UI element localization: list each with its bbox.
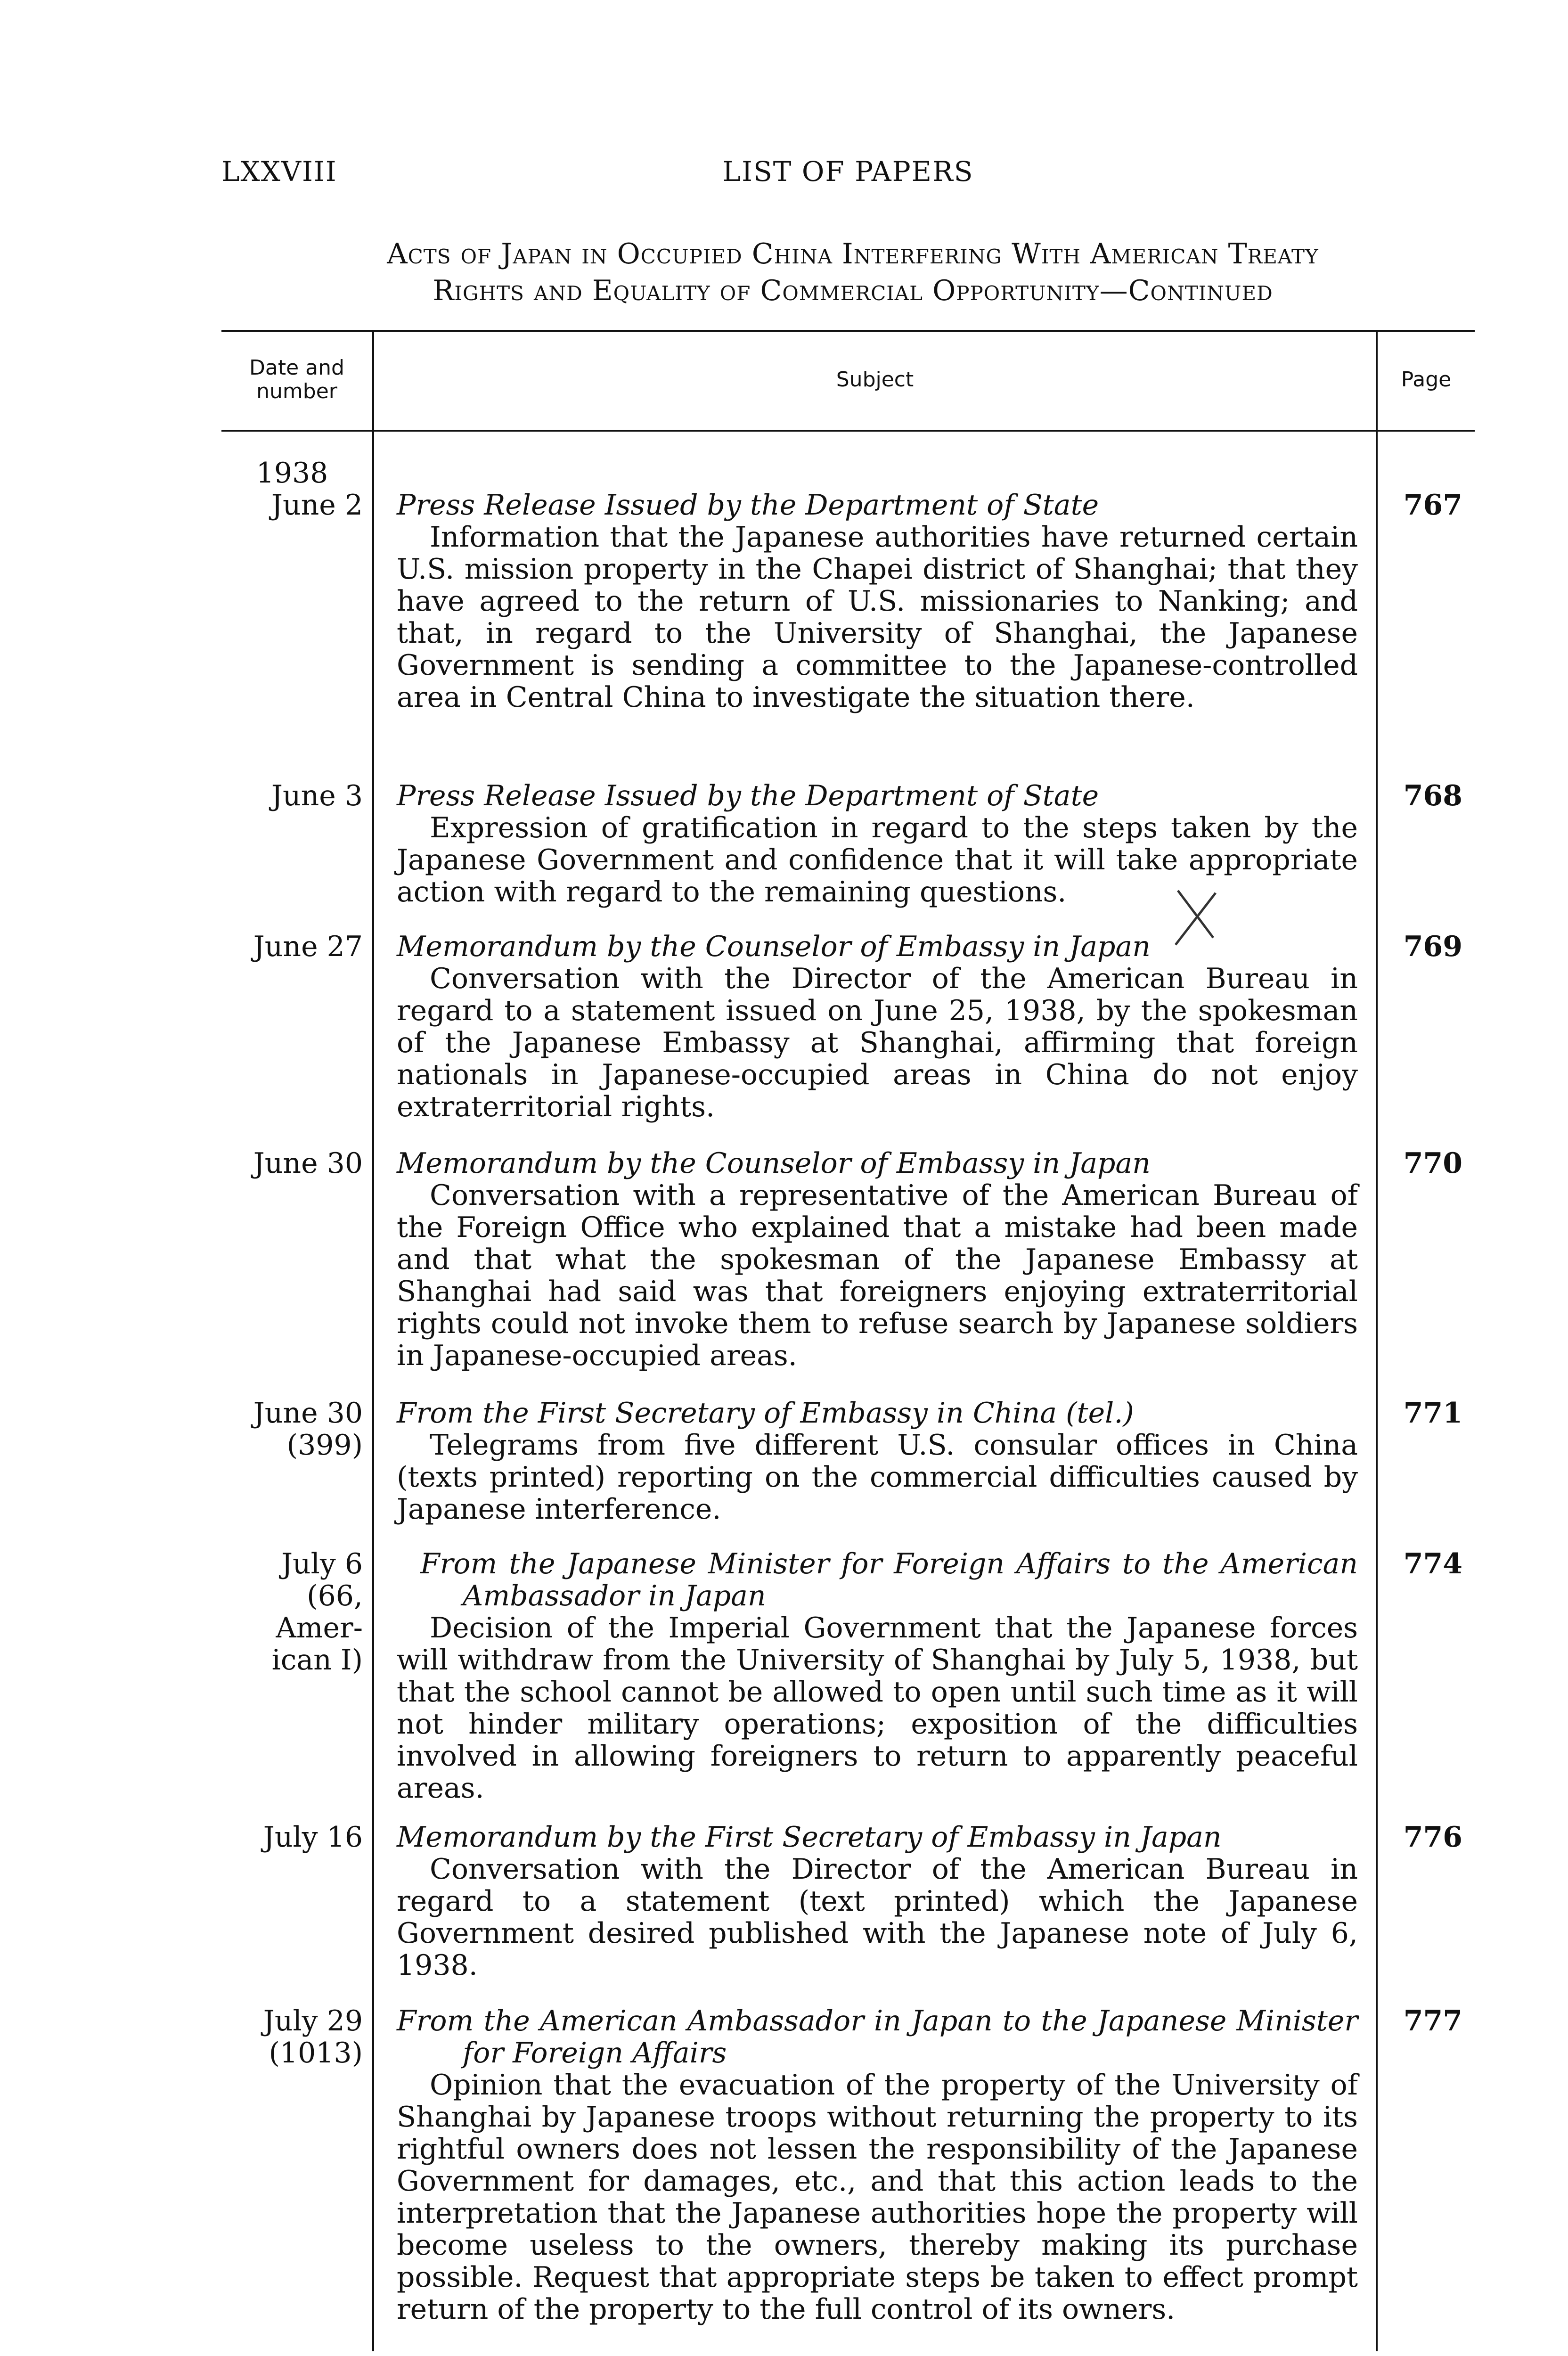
entry-body: Telegrams from five different U.S. consular offices in China (texts printed) reporting on the commercial difficulties caused by Japanese interference. xyxy=(397,1429,1358,1526)
entry-heading: From the American Ambassador in Japan to the Japanese Minister for Foreign Affairs xyxy=(397,2004,1358,2070)
page-folio: LXXVIII xyxy=(221,155,337,188)
entry-page: 767 xyxy=(1403,489,1462,522)
entry-body: Opinion that the evacuation of the property of the University of Shanghai by Japanese troops without returning the property to its rightful owners does not lessen the responsibility of the Japanese Government for damages, etc., and that this action leads to the interpretation that the Japanese authorities hope the property will become useless to the owners, thereby making its purchase possible. Request that appropriate steps be taken to effect prompt return of the property to the full control of its owners. xyxy=(397,2069,1358,2326)
column-header-subject: Subject xyxy=(836,368,914,392)
entry-page: 769 xyxy=(1403,930,1462,963)
entry-date: June 3 xyxy=(271,779,363,812)
running-header xyxy=(221,155,1475,193)
entry-date: June 27 xyxy=(253,930,363,963)
entry-subject-cell xyxy=(397,1821,1358,1981)
entry-date-cell xyxy=(221,780,363,812)
entry-date: June 2 xyxy=(271,489,363,522)
column-header-page: Page xyxy=(1401,368,1452,392)
entry-body: Conversation with the Director of the American Bureau in regard to a statement (text printed) which the Japanese Government desired published with the Japanese note of July 6, 1938. xyxy=(397,1853,1358,1982)
entry-date: July 6 xyxy=(281,1547,363,1580)
section-title-line-1: Acts of Japan in Occupied China Interfering With American Treaty xyxy=(387,237,1319,270)
running-title: LIST OF PAPERS xyxy=(722,155,974,188)
entry-date-cell xyxy=(221,1548,363,1676)
entry-subject-cell xyxy=(397,1397,1358,1525)
entry-subject-cell xyxy=(397,489,1358,713)
entry-body: Decision of the Imperial Government that the Japanese forces will withdraw from the University of Shanghai by July 5, 1938, but that the school cannot be allowed to open until such time as it will not hinder military operations; exposition of the difficulties involved in allowing foreigners to return to apparently peaceful areas. xyxy=(397,1612,1358,1805)
column-divider-page xyxy=(1376,330,1378,2351)
entry-number: (1013) xyxy=(269,2037,363,2070)
entry-date: July 16 xyxy=(263,1821,363,1854)
entry-date: June 30 xyxy=(253,1397,363,1430)
entry-body: Expression of gratification in regard to the steps taken by the Japanese Government and confidence that it will take appropriate action with regard to the remaining questions. xyxy=(397,811,1358,908)
entry-heading: Press Release Issued by the Department of State xyxy=(397,489,1099,522)
entry-page: 770 xyxy=(1403,1147,1462,1180)
table-header-rule xyxy=(221,430,1475,432)
entry-number: (399) xyxy=(286,1429,363,1462)
entry-heading: Memorandum by the Counselor of Embassy in Japan xyxy=(397,1147,1151,1180)
entry-body: Conversation with the Director of the American Bureau in regard to a statement issued on June 25, 1938, by the spokesman of the Japanese Embassy at Shanghai, affirming that foreign nationals in Japanese-occupied areas in China do not enjoy extraterritorial rights. xyxy=(397,962,1358,1123)
entry-heading: Memorandum by the Counselor of Embassy in Japan xyxy=(397,930,1151,963)
entry-date-cell xyxy=(221,457,363,521)
entry-heading: From the First Secretary of Embassy in China (tel.) xyxy=(397,1397,1134,1430)
column-header-date: Date and number xyxy=(249,356,344,403)
entry-date-cell xyxy=(221,2005,363,2069)
papers-table xyxy=(221,330,1475,2351)
entry-date: June 30 xyxy=(253,1147,363,1180)
entry-page: 774 xyxy=(1403,1547,1462,1580)
entry-date-cell xyxy=(221,1397,363,1461)
column-divider-date xyxy=(372,330,374,2351)
entry-number-line: (66, xyxy=(307,1579,363,1612)
entry-page: 771 xyxy=(1403,1397,1462,1430)
entry-subject-cell xyxy=(397,931,1358,1123)
entry-heading: Press Release Issued by the Department of State xyxy=(397,779,1099,812)
entry-number-line: ican I) xyxy=(271,1644,363,1677)
entry-subject-cell xyxy=(397,1147,1358,1372)
entry-date-cell xyxy=(221,1147,363,1179)
entry-date-cell xyxy=(221,931,363,963)
entry-subject-cell xyxy=(397,1548,1358,1804)
entry-page: 777 xyxy=(1403,2004,1462,2037)
entry-heading: From the Japanese Minister for Foreign Affairs to the American Ambassador in Japan xyxy=(420,1547,1358,1612)
entry-date-cell xyxy=(221,1821,363,1853)
entry-date: July 29 xyxy=(263,2004,363,2037)
entry-heading: Memorandum by the First Secretary of Embassy in Japan xyxy=(397,1821,1222,1854)
entry-subject-cell xyxy=(397,2005,1358,2325)
entry-year: 1938 xyxy=(256,457,328,490)
entry-body: Conversation with a representative of the American Bureau of the Foreign Office who explained that a mistake had been made and that what the spokesman of the Japanese Embassy at Shanghai had said was that foreigners enjoying extraterritorial rights could not invoke them to refuse search by Japanese soldiers in Japanese-occupied areas. xyxy=(397,1179,1358,1372)
entry-body: Information that the Japanese authorities have returned certain U.S. mission property in the Chapei district of Shanghai; that they have agreed to the return of U.S. missionaries to Nanking; and that, in regard to the University of Shanghai, the Japanese Government is sending a committee to the Japanese-controlled area in Central China to investigate the situation there. xyxy=(397,521,1358,714)
handwritten-x-mark xyxy=(1168,886,1225,952)
section-title-line-2: Rights and Equality of Commercial Opportunity—Continued xyxy=(433,274,1273,307)
entry-page: 776 xyxy=(1403,1821,1462,1854)
entry-number-line: Amer- xyxy=(276,1612,363,1644)
entry-page: 768 xyxy=(1403,779,1462,812)
section-title xyxy=(226,236,1479,309)
